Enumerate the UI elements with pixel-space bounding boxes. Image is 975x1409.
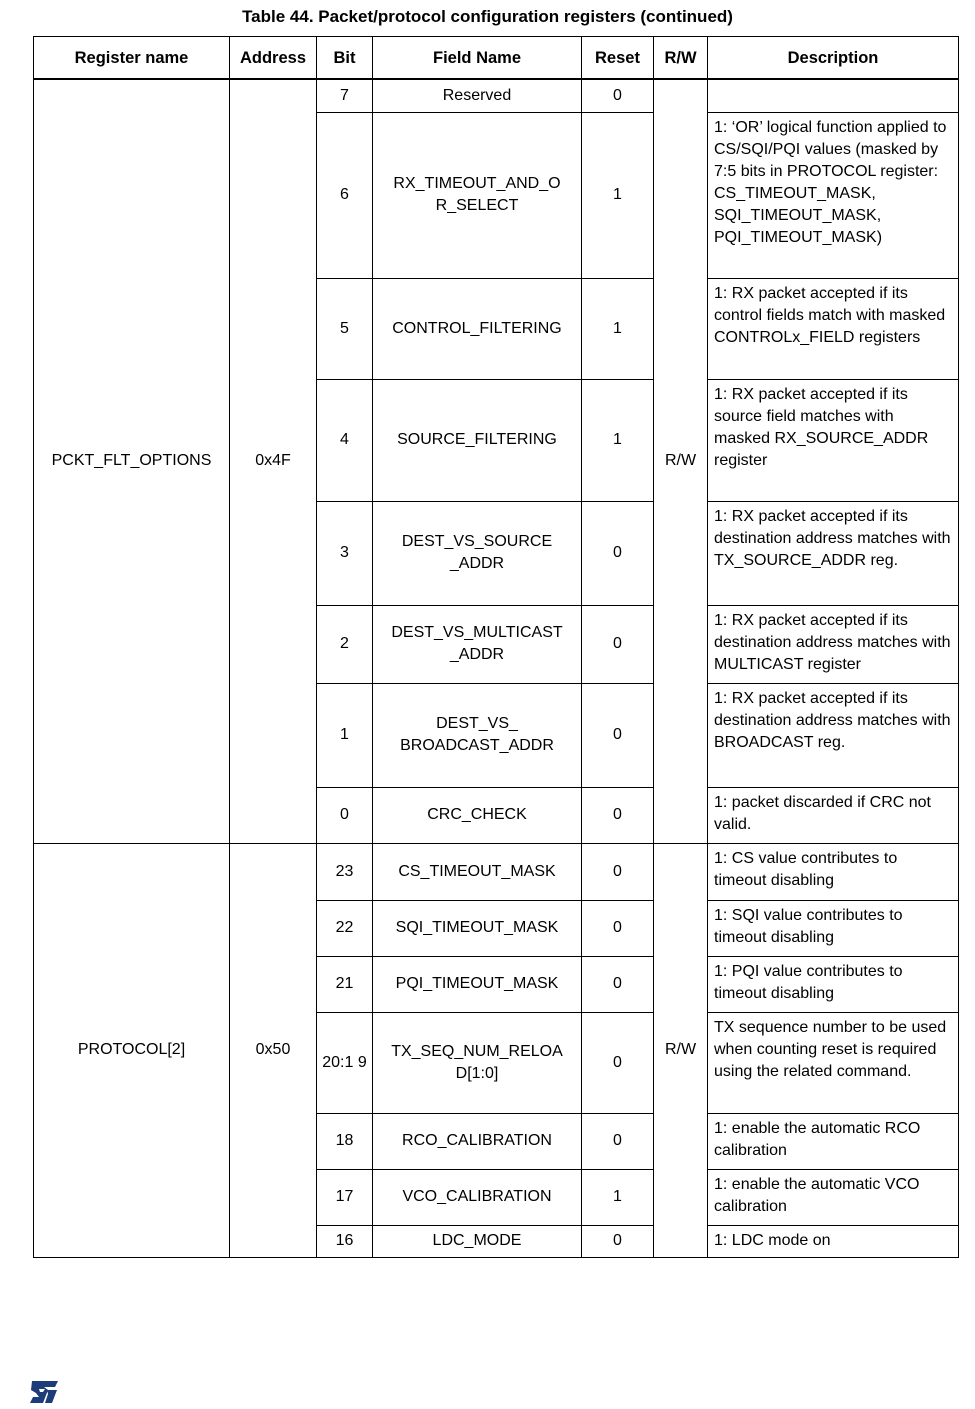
description-cell: 1: enable the automatic VCO calibration <box>708 1169 959 1225</box>
field-name-cell: Reserved <box>373 79 582 112</box>
reset-cell: 0 <box>582 900 654 956</box>
bit-cell: 2 <box>317 605 373 683</box>
register-name-cell: PCKT_FLT_OPTIONS <box>34 79 230 843</box>
field-name-cell: DEST_VS_ BROADCAST_ADDR <box>373 683 582 787</box>
bit-cell: 20:1 9 <box>317 1012 373 1113</box>
bit-cell: 6 <box>317 112 373 278</box>
header-address: Address <box>230 37 317 80</box>
field-name-cell: SOURCE_FILTERING <box>373 379 582 501</box>
header-register-name: Register name <box>34 37 230 80</box>
bit-cell: 16 <box>317 1225 373 1257</box>
table-row <box>34 843 959 900</box>
bit-cell: 18 <box>317 1113 373 1169</box>
description-cell: 1: PQI value contributes to timeout disabling <box>708 956 959 1012</box>
bit-cell: 3 <box>317 501 373 605</box>
description-cell: 1: ‘OR’ logical function applied to CS/SQI/PQI values (masked by 7:5 bits in PROTOCOL register: CS_TIMEOUT_MASK, SQI_TIMEOUT_MASK, PQI_TIMEOUT_MASK) <box>708 112 959 278</box>
field-name-cell: CRC_CHECK <box>373 787 582 843</box>
reset-cell: 0 <box>582 956 654 1012</box>
bit-cell: 21 <box>317 956 373 1012</box>
field-name-cell: CS_TIMEOUT_MASK <box>373 843 582 900</box>
register-table <box>33 36 959 1258</box>
header-reset: Reset <box>582 37 654 80</box>
bit-cell: 4 <box>317 379 373 501</box>
header-rw: R/W <box>654 37 708 80</box>
field-name-cell: RX_TIMEOUT_AND_O R_SELECT <box>373 112 582 278</box>
rw-cell: R/W <box>654 79 708 843</box>
reset-cell: 0 <box>582 605 654 683</box>
bit-cell: 7 <box>317 79 373 112</box>
bit-cell: 23 <box>317 843 373 900</box>
header-field-name: Field Name <box>373 37 582 80</box>
description-cell: 1: SQI value contributes to timeout disabling <box>708 900 959 956</box>
field-name-cell: SQI_TIMEOUT_MASK <box>373 900 582 956</box>
reset-cell: 0 <box>582 843 654 900</box>
table-caption: Table 44. Packet/protocol configuration registers (continued) <box>242 7 733 26</box>
reset-cell: 0 <box>582 1225 654 1257</box>
description-cell: 1: CS value contributes to timeout disabling <box>708 843 959 900</box>
description-cell <box>708 79 959 112</box>
field-name-cell: VCO_CALIBRATION <box>373 1169 582 1225</box>
address-cell: 0x50 <box>230 843 317 1257</box>
reset-cell: 0 <box>582 1012 654 1113</box>
description-cell: 1: packet discarded if CRC not valid. <box>708 787 959 843</box>
table-row <box>34 79 959 112</box>
description-cell: 1: RX packet accepted if its destination address matches with MULTICAST register <box>708 605 959 683</box>
reset-cell: 0 <box>582 683 654 787</box>
description-cell: 1: RX packet accepted if its control fields match with masked CONTROLx_FIELD registers <box>708 278 959 379</box>
bit-cell: 5 <box>317 278 373 379</box>
description-cell: TX sequence number to be used when counting reset is required using the related command. <box>708 1012 959 1113</box>
reset-cell: 1 <box>582 112 654 278</box>
reset-cell: 1 <box>582 379 654 501</box>
field-name-cell: CONTROL_FILTERING <box>373 278 582 379</box>
field-name-cell: LDC_MODE <box>373 1225 582 1257</box>
bit-cell: 22 <box>317 900 373 956</box>
reset-cell: 1 <box>582 1169 654 1225</box>
description-cell: 1: RX packet accepted if its destination address matches with BROADCAST reg. <box>708 683 959 787</box>
reset-cell: 0 <box>582 501 654 605</box>
description-cell: 1: RX packet accepted if its source field matches with masked RX_SOURCE_ADDR register <box>708 379 959 501</box>
description-cell: 1: RX packet accepted if its destination address matches with TX_SOURCE_ADDR reg. <box>708 501 959 605</box>
header-row <box>34 37 959 80</box>
description-cell: 1: enable the automatic RCO calibration <box>708 1113 959 1169</box>
bit-cell: 1 <box>317 683 373 787</box>
rw-cell: R/W <box>654 843 708 1257</box>
field-name-cell: TX_SEQ_NUM_RELOA D[1:0] <box>373 1012 582 1113</box>
st-logo-icon <box>28 1381 58 1403</box>
field-name-cell: RCO_CALIBRATION <box>373 1113 582 1169</box>
reset-cell: 0 <box>582 787 654 843</box>
address-cell: 0x4F <box>230 79 317 843</box>
description-cell: 1: LDC mode on <box>708 1225 959 1257</box>
header-description: Description <box>708 37 959 80</box>
bit-cell: 0 <box>317 787 373 843</box>
bit-cell: 17 <box>317 1169 373 1225</box>
field-name-cell: DEST_VS_MULTICAST _ADDR <box>373 605 582 683</box>
reset-cell: 1 <box>582 278 654 379</box>
reset-cell: 0 <box>582 1113 654 1169</box>
header-bit: Bit <box>317 37 373 80</box>
register-name-cell: PROTOCOL[2] <box>34 843 230 1257</box>
field-name-cell: DEST_VS_SOURCE _ADDR <box>373 501 582 605</box>
field-name-cell: PQI_TIMEOUT_MASK <box>373 956 582 1012</box>
reset-cell: 0 <box>582 79 654 112</box>
